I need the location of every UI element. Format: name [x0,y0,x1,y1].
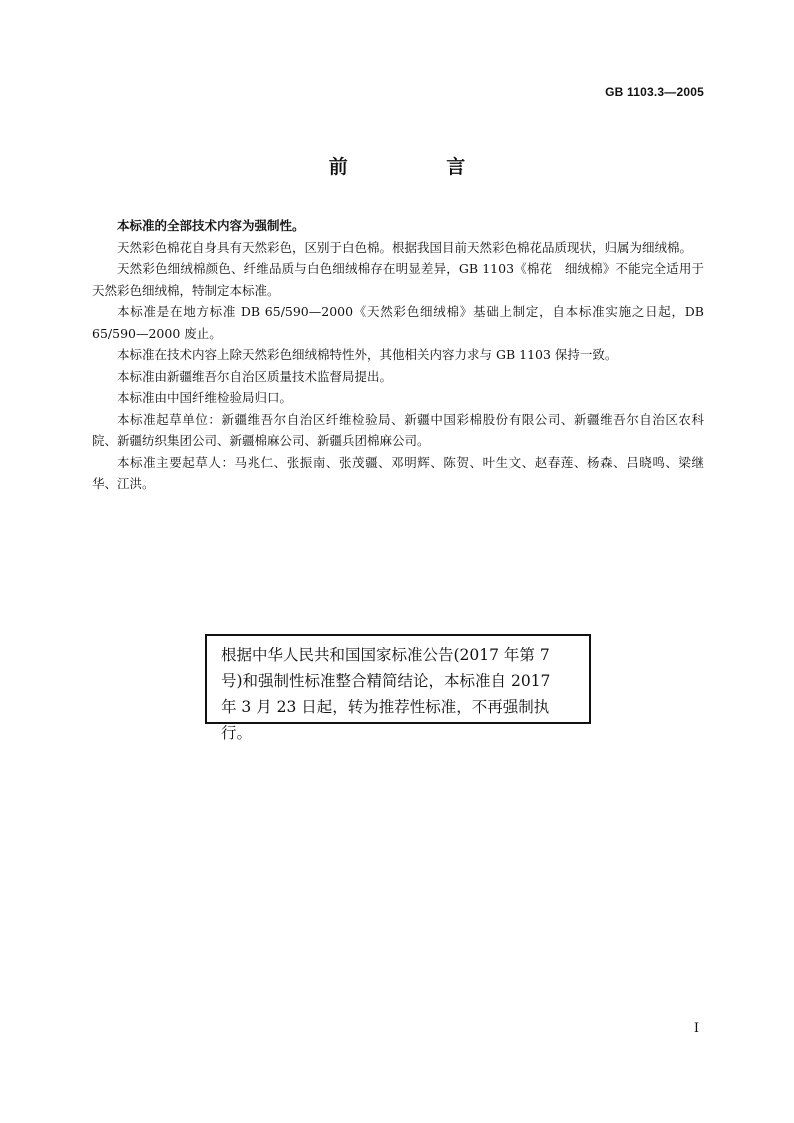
notice-line: 根据中华人民共和国国家标准公告(2017 年第 7 [221,646,550,664]
paragraph-natural-color: 天然彩色棉花自身具有天然彩色，区别于白色棉。根据我国目前天然彩色棉花品质现状，归属为细绒棉。 [117,239,693,255]
paragraph-centralized-by: 本标准由中国纤维检验局归口。 [117,390,293,405]
notice-line: 号)和强制性标准整合精简结论，本标准自 2017 [221,672,551,690]
page-title: 前 言 [328,156,512,178]
paragraph-drafting-units: 本标准起草单位：新疆维吾尔自治区纤维检验局、新疆中国彩棉股份有限公司、新疆维吾尔自治区农科院、新疆纺织集团公司、新疆棉麻公司、新疆兵团棉麻公司。 [92,411,704,448]
recommended-standard-notice-box [205,634,591,742]
page-number: I [693,1021,699,1036]
paragraph-drafters: 本标准主要起草人：马兆仁、张振南、张茂疆、邓明辉、陈贺、叶生文、赵春莲、杨森、吕晓鸣、梁继华、江洪。 [92,454,704,491]
foreword-body [92,215,704,495]
paragraph-mandatory-statement: 本标准的全部技术内容为强制性。 [117,218,305,233]
standard-code: GB 1103.3—2005 [605,85,704,99]
paragraph-proposed-by: 本标准由新疆维吾尔自治区质量技术监督局提出。 [117,368,393,384]
paragraph-quality-difference: 天然彩色细绒棉颜色、纤维品质与白色细绒棉存在明显差异，GB 1103《棉花 细绒棉》不能完全适用于天然彩色细绒棉，特制定本标准。 [92,261,704,298]
notice-line: 年 3 月 23 日起，转为推荐性标准，不再强制执行。 [221,698,550,742]
paragraph-basis: 本标准是在地方标准 DB 65/590—2000《天然彩色细绒棉》基础上制定，自本标准实施之日起，DB 65/590—2000 废止。 [92,304,704,341]
paragraph-consistency: 本标准在技术内容上除天然彩色细绒棉特性外，其他相关内容力求与 GB 1103 保持一致。 [117,347,618,362]
